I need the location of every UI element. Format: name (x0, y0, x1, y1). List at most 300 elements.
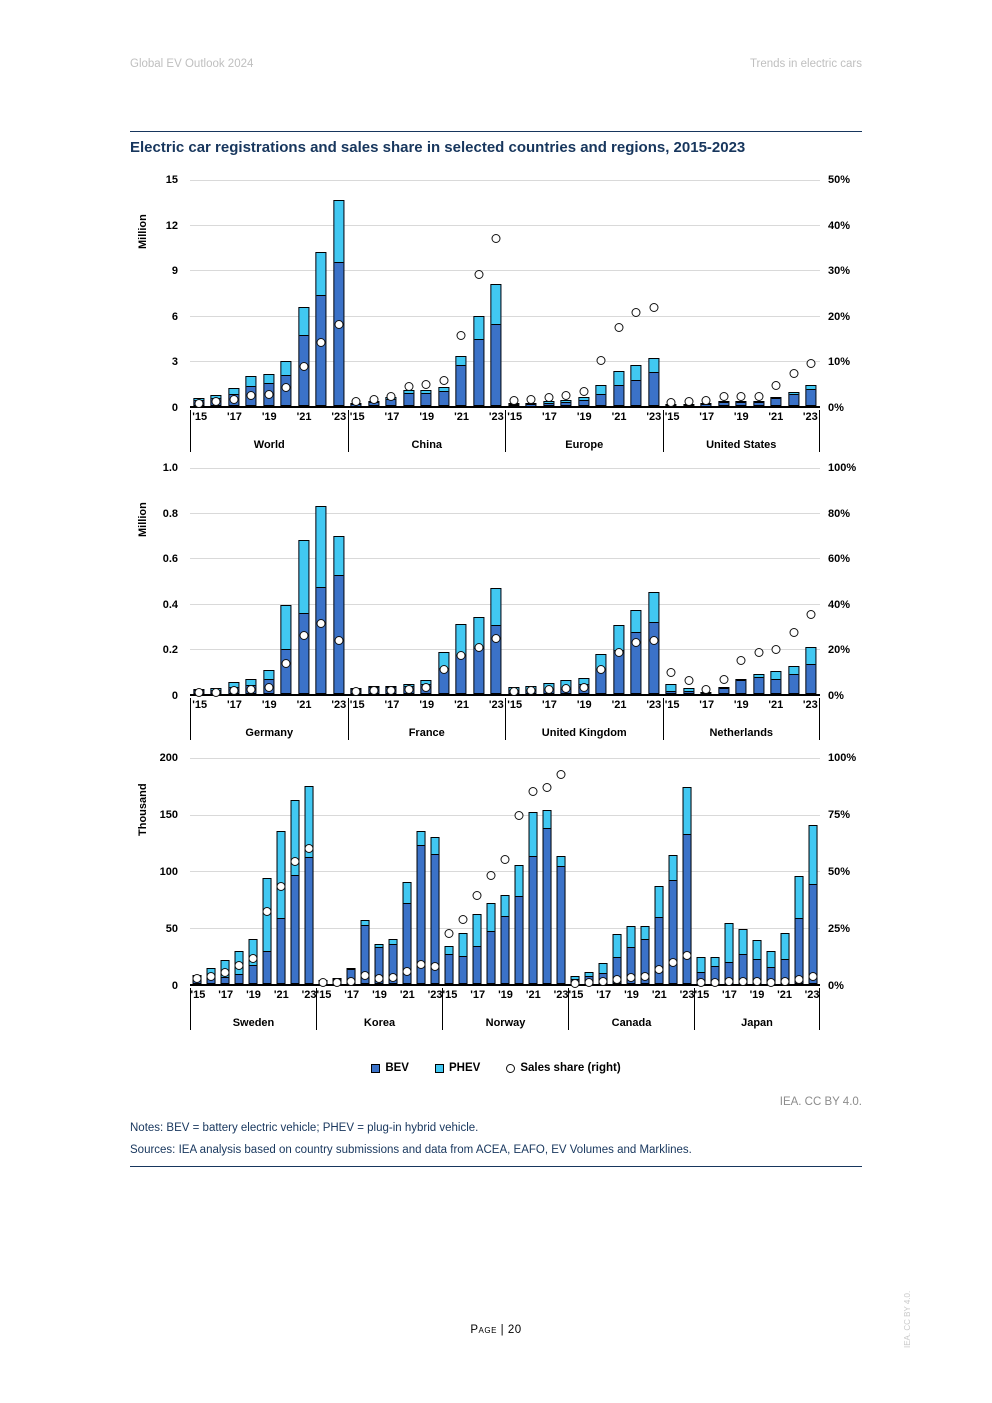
bar-group-japan (694, 758, 820, 984)
stacked-bar (305, 786, 314, 984)
phev-segment (418, 832, 425, 845)
left-axis-tick-label: 100 (159, 866, 178, 878)
phev-segment (432, 838, 439, 855)
sales-share-dot (249, 954, 258, 963)
phev-segment (632, 611, 641, 633)
bev-segment (670, 881, 677, 983)
year-slot (435, 180, 453, 406)
phev-segment (264, 671, 273, 680)
bev-segment (404, 394, 413, 405)
year-tick-label: '19 (576, 411, 592, 423)
year-slot (785, 180, 803, 406)
sales-share-dot (457, 651, 466, 660)
y-axis-unit-label: Million (137, 214, 149, 249)
year-slot (225, 180, 243, 406)
sales-share-dot (571, 979, 580, 988)
year-slot (698, 180, 716, 406)
right-axis-tick-label: 50% (828, 174, 851, 186)
year-slot (260, 468, 278, 694)
group-name-label: United States (706, 439, 777, 451)
sales-share-dot (767, 978, 776, 987)
year-slot (523, 180, 541, 406)
stacked-bar (263, 878, 272, 984)
year-slot (295, 180, 313, 406)
phev-segment (334, 201, 343, 264)
top-divider-line (130, 131, 862, 132)
year-slot (330, 180, 348, 406)
bev-segment (719, 403, 728, 405)
sales-share-dot (282, 659, 291, 668)
sales-share-dot (229, 395, 238, 404)
left-axis-tick-label: 1.0 (162, 462, 178, 474)
sales-share-dot (515, 811, 524, 820)
year-tick-label: '15 (507, 411, 523, 423)
stacked-bar (806, 385, 817, 406)
bar-group-norway (442, 758, 568, 984)
year-tick-label: '15 (664, 699, 680, 711)
sales-share-dot (369, 686, 378, 695)
legend-phev-label: PHEV (448, 1062, 481, 1074)
bev-segment (278, 919, 285, 983)
bev-segment (579, 401, 588, 405)
sales-share-dot (492, 634, 501, 643)
bar-group-europe (505, 180, 663, 406)
sales-share-dot (282, 383, 291, 392)
stacked-bar (557, 856, 566, 984)
year-slot (288, 758, 302, 984)
year-tick-label: '17 (699, 411, 715, 423)
sales-share-dot (369, 395, 378, 404)
year-slot (715, 468, 733, 694)
year-slot (470, 180, 488, 406)
bev-segment (222, 978, 229, 983)
year-tick-label: '23 (679, 989, 695, 1001)
year-slot (484, 758, 498, 984)
year-slot (418, 468, 436, 694)
sales-share-dot (649, 636, 658, 645)
year-slot (386, 758, 400, 984)
left-axis-tick-label: 6 (171, 310, 178, 323)
legend-item-bev (371, 1062, 409, 1074)
stacked-bar (788, 392, 799, 406)
group-label-cell (348, 698, 506, 740)
bev-segment (282, 650, 291, 693)
phev-segment (317, 507, 326, 587)
bev-segment (236, 975, 243, 984)
sales-share-dot (597, 356, 606, 365)
right-axis-tick-label: 0% (828, 402, 844, 414)
sales-share-dot (795, 975, 804, 984)
sales-share-dot (334, 320, 343, 329)
year-slot (540, 468, 558, 694)
year-slot (453, 468, 471, 694)
year-slot (218, 758, 232, 984)
bev-segment (422, 394, 431, 405)
stacked-bar (333, 536, 344, 694)
sales-share-dot (403, 967, 412, 976)
phev-segment (656, 887, 663, 918)
bar-group-united-states (663, 180, 821, 406)
year-slot (274, 758, 288, 984)
phev-segment (796, 877, 803, 919)
phev-segment (474, 317, 483, 341)
stacked-bar (631, 365, 642, 406)
sales-share-dot (684, 397, 693, 406)
bev-segment (457, 656, 466, 693)
year-slot (610, 180, 628, 406)
year-slot (453, 180, 471, 406)
stacked-bar (561, 400, 572, 406)
right-axis-tick-label: 40% (828, 598, 851, 611)
bev-segment (754, 403, 763, 405)
sales-share-dot (669, 958, 678, 967)
year-slot (456, 758, 470, 984)
bev-segment (292, 876, 299, 983)
year-slot (768, 468, 786, 694)
year-slot (722, 758, 736, 984)
sales-share-dot (404, 382, 413, 391)
year-slot (260, 180, 278, 406)
year-tick-label: '17 (699, 699, 715, 711)
sales-share-dot (509, 687, 518, 696)
year-slot (733, 180, 751, 406)
year-tick-label: '23 (331, 411, 347, 423)
group-label-cell (505, 410, 663, 452)
phev-segment (460, 934, 467, 957)
group-name-label: Germany (245, 727, 294, 739)
sales-share-dot (697, 978, 706, 987)
year-tick-label: '15 (507, 699, 523, 711)
phev-segment (446, 947, 453, 956)
sales-share-dot (389, 973, 398, 982)
year-tick-label: '19 (733, 411, 749, 423)
sales-share-dot (247, 391, 256, 400)
year-slot (575, 180, 593, 406)
sales-share-dot (422, 683, 431, 692)
bev-segment (632, 381, 641, 405)
left-axis-tick-label: 50 (165, 923, 178, 935)
sales-share-dot (229, 686, 238, 695)
year-slot (593, 180, 611, 406)
sales-share-dot (439, 376, 448, 385)
sales-share-dot (529, 787, 538, 796)
year-slot (582, 758, 596, 984)
stacked-bar (501, 895, 510, 984)
phev-segment (754, 941, 761, 960)
year-tick-label: '19 (372, 989, 387, 1001)
stacked-bar (578, 397, 589, 406)
year-slot (523, 468, 541, 694)
year-slot (750, 468, 768, 694)
stacked-bar (631, 610, 642, 694)
bev-segment (558, 867, 565, 983)
year-tick-label: '21 (525, 989, 541, 1001)
group-label-cell (190, 988, 316, 1030)
year-slot (243, 180, 261, 406)
stacked-bar (333, 200, 344, 406)
chart-panel-sweden-korea-norway-canada-japan (130, 754, 870, 1030)
bev-segment (807, 390, 816, 405)
sales-share-dot (207, 972, 216, 981)
year-slot (638, 758, 652, 984)
year-tick-label: '21 (777, 989, 792, 1001)
sales-share-dot (719, 392, 728, 401)
bev-segment (562, 403, 571, 405)
year-slot (365, 180, 383, 406)
year-slot (803, 180, 821, 406)
year-slot (624, 758, 638, 984)
sales-share-dot (445, 929, 454, 938)
bev-segment (737, 681, 746, 693)
sales-share-dot (193, 974, 202, 983)
stacked-bar (788, 666, 799, 694)
phev-segment (492, 285, 501, 325)
phev-swatch-icon (435, 1064, 444, 1073)
legend-item-phev (435, 1062, 480, 1074)
phev-segment (317, 253, 326, 296)
stacked-bar (771, 397, 782, 406)
year-tick-label: '23 (331, 699, 347, 711)
right-axis-tick-label: 25% (828, 923, 851, 935)
bev-segment (597, 395, 606, 405)
year-slot (792, 758, 806, 984)
year-slot (470, 758, 484, 984)
phev-segment (264, 375, 273, 383)
year-slot (680, 468, 698, 694)
year-slot (575, 468, 593, 694)
left-axis-tick-label: 3 (171, 356, 178, 369)
year-slot (488, 468, 506, 694)
right-axis-tick-label: 0% (828, 980, 844, 992)
group-label-cell (316, 988, 442, 1030)
stacked-bar (596, 385, 607, 406)
year-slot (778, 758, 792, 984)
bev-segment (474, 947, 481, 983)
year-slot (715, 180, 733, 406)
phev-segment (649, 359, 658, 373)
year-slot (295, 468, 313, 694)
phev-segment (502, 896, 509, 917)
sales-share-dot (375, 974, 384, 983)
phev-segment (247, 377, 256, 387)
year-tick-label: '23 (802, 411, 818, 423)
year-slot (365, 468, 383, 694)
year-slot (628, 180, 646, 406)
group-label-cell (442, 988, 568, 1030)
sales-share-dot (212, 397, 221, 406)
phev-segment (614, 935, 621, 958)
sales-share-dot (557, 770, 566, 779)
right-axis-tick-label: 40% (828, 219, 851, 232)
group-label-cell (505, 698, 663, 740)
sales-share-dot (739, 977, 748, 986)
sales-share-dot (527, 395, 536, 404)
legend-item-sales-share (506, 1062, 620, 1074)
year-tick-label: '23 (646, 411, 662, 423)
stacked-bar (421, 390, 432, 406)
sales-share-dot (702, 685, 711, 694)
bev-segment (264, 952, 271, 983)
x-axis-labels (190, 988, 820, 1030)
bev-segment (754, 678, 763, 693)
bev-segment (789, 675, 798, 693)
sales-share-dot (387, 392, 396, 401)
y-axis-unit-label: Thousand (137, 783, 149, 836)
sales-share-dot (457, 331, 466, 340)
year-slot (372, 758, 386, 984)
year-tick-label: '15 (192, 411, 208, 423)
right-axis-ticks (828, 752, 870, 992)
year-tick-label: '19 (624, 989, 639, 1001)
year-slot (663, 180, 681, 406)
group-name-label: France (408, 727, 445, 739)
stacked-bar (487, 903, 496, 984)
stacked-bar (753, 674, 764, 694)
sales-share-dot (614, 648, 623, 657)
sales-share-dot (221, 968, 230, 977)
phev-segment (457, 357, 466, 366)
group-name-label: Netherlands (709, 727, 774, 739)
year-slot (610, 758, 624, 984)
year-tick-label: '17 (218, 989, 234, 1001)
year-slot (383, 180, 401, 406)
right-axis-tick-label: 80% (828, 507, 851, 520)
sales-share-dot (807, 610, 816, 619)
stacked-bar (316, 506, 327, 694)
sales-share-dot (781, 977, 790, 986)
year-tick-label: '17 (722, 989, 737, 1001)
bev-segment (737, 403, 746, 405)
sales-share-dot (753, 977, 762, 986)
bev-segment (789, 395, 798, 405)
year-tick-label: '21 (273, 989, 289, 1001)
left-axis-tick-label: 0 (171, 690, 178, 702)
stacked-bar (456, 356, 467, 406)
phev-segment (544, 811, 551, 829)
stacked-bar (806, 647, 817, 694)
year-slot (190, 758, 204, 984)
phev-segment (772, 672, 781, 679)
sales-share-dot (277, 882, 286, 891)
bev-swatch-icon (371, 1064, 380, 1073)
group-name-label: China (411, 439, 443, 451)
year-tick-label: '23 (301, 989, 317, 1001)
year-slot (663, 468, 681, 694)
bev-segment (614, 651, 623, 693)
left-axis-tick-label: 15 (165, 174, 178, 186)
stacked-bar (298, 307, 309, 406)
year-tick-label: '23 (553, 989, 569, 1001)
bev-segment (457, 366, 466, 405)
right-axis-tick-label: 100% (828, 752, 857, 764)
group-label-cell (348, 410, 506, 452)
left-axis-ticks (130, 174, 184, 414)
year-slot (383, 468, 401, 694)
left-axis-tick-label: 0.2 (162, 644, 178, 657)
phev-segment (740, 930, 747, 955)
stacked-bar (298, 540, 309, 694)
phev-segment (282, 362, 291, 376)
sales-share-dot (667, 668, 676, 677)
phev-segment (642, 927, 649, 940)
sales-share-dot (683, 951, 692, 960)
year-tick-label: '17 (596, 989, 612, 1001)
bar-group-world (190, 180, 348, 406)
year-tick-label: '17 (227, 699, 242, 711)
sales-share-dot (579, 387, 588, 396)
bar-group-canada (568, 758, 694, 984)
bev-segment (684, 692, 693, 693)
right-axis-tick-label: 20% (828, 310, 851, 323)
sales-share-dot (544, 685, 553, 694)
bar-group-china (348, 180, 506, 406)
sales-share-dot (264, 390, 273, 399)
bev-segment (684, 835, 691, 983)
group-name-label: Japan (741, 1017, 773, 1029)
sales-share-dot (404, 685, 413, 694)
stacked-bar (613, 371, 624, 406)
x-axis-labels (190, 410, 820, 452)
year-slot (768, 180, 786, 406)
year-slot (750, 180, 768, 406)
year-slot (278, 468, 296, 694)
x-axis-labels (190, 698, 820, 740)
left-axis-tick-label: 0 (171, 402, 178, 414)
year-tick-label: '23 (804, 989, 820, 1001)
stacked-bar (809, 825, 818, 984)
year-slot (232, 758, 246, 984)
sales-share-dot (474, 643, 483, 652)
year-tick-label: '19 (498, 989, 513, 1001)
bev-segment (502, 917, 509, 983)
sales-share-dot (474, 270, 483, 279)
stacked-bar (291, 800, 300, 984)
sales-share-dot (597, 665, 606, 674)
phev-segment (474, 915, 481, 947)
year-slot (554, 758, 568, 984)
sales-share-dot (291, 857, 300, 866)
year-tick-label: '19 (261, 699, 277, 711)
bev-segment (772, 399, 781, 405)
sales-share-dot (649, 303, 658, 312)
sales-share-dot (487, 871, 496, 880)
year-slot (208, 468, 226, 694)
sales-share-dot (263, 907, 272, 916)
year-slot (344, 758, 358, 984)
stacked-bar (316, 252, 327, 406)
year-slot (596, 758, 610, 984)
year-slot (400, 468, 418, 694)
header-left-running-title: Global EV Outlook 2024 (130, 58, 254, 70)
year-tick-label: '17 (344, 989, 360, 1001)
year-slot (764, 758, 778, 984)
sales-share-dot (789, 628, 798, 637)
stacked-bar (491, 284, 502, 406)
phev-segment (712, 958, 719, 967)
year-tick-label: '21 (651, 989, 667, 1001)
year-tick-label: '15 (349, 699, 365, 711)
sales-share-dot (352, 687, 361, 696)
year-tick-label: '19 (246, 989, 261, 1001)
year-slot (204, 758, 218, 984)
sales-share-dot (305, 844, 314, 853)
sales-share-dot (299, 362, 308, 371)
year-slot (302, 758, 316, 984)
year-slot (330, 758, 344, 984)
year-slot (435, 468, 453, 694)
sales-share-dot (459, 915, 468, 924)
year-tick-label: '19 (261, 411, 277, 423)
